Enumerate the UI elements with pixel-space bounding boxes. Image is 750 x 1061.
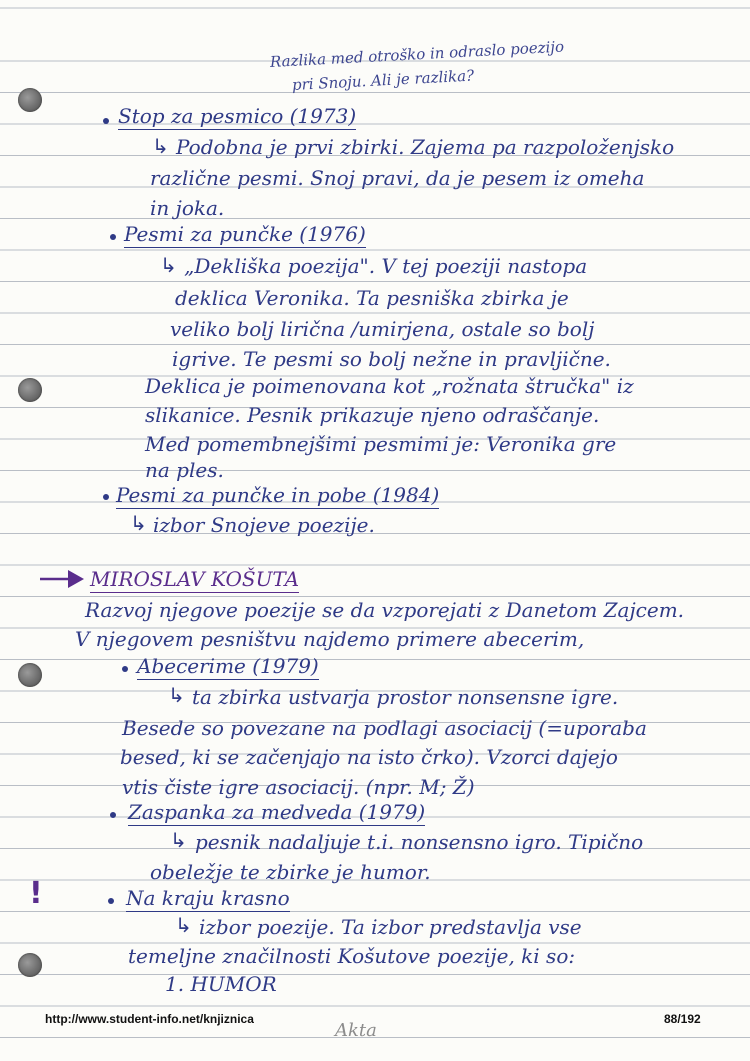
return-arrow-icon: ↳ xyxy=(175,913,192,937)
item3-text-line1: izbor Snojeve poezije. xyxy=(153,513,375,537)
return-arrow-icon: ↳ xyxy=(168,683,185,707)
item1-text-line3: in joka. xyxy=(150,196,225,220)
punch-hole xyxy=(18,663,42,687)
bullet-icon xyxy=(103,118,109,124)
kosuta-item3-text-line2: temeljne značilnosti Košutove poezije, ki so: xyxy=(128,944,576,968)
item1-text-line1: Podobna je prvi zbirki. Zajema pa razpoloženjsko xyxy=(176,135,675,159)
kosuta-item1-text-line2: Besede so povezane na podlagi asociacij (=uporaba xyxy=(122,716,647,740)
footer-logo: Akta xyxy=(335,1020,377,1041)
kosuta-item2-text-line1: pesnik nadaljuje t.i. nonsensno igro. Tipično xyxy=(195,830,644,854)
return-arrow-icon: ↳ xyxy=(160,253,177,277)
kosuta-intro-line1: Razvoj njegove poezije se da vzporejati z Danetom Zajcem. xyxy=(85,598,685,622)
kosuta-item2-text-line2: obeležje te zbirke je humor. xyxy=(150,860,431,884)
kosuta-item1-text-line3: besed, ki se začenjajo na isto črko). Vzorci dajejo xyxy=(120,745,618,769)
item-title-stop-za-pesmico: Stop za pesmico (1973) xyxy=(118,104,357,128)
footer-url: http://www.student-info.net/knjiznica xyxy=(45,1012,254,1026)
item2-text-line3: veliko bolj lirična /umirjena, ostale so bolj xyxy=(170,317,595,341)
return-arrow-icon: ↳ xyxy=(170,828,187,852)
item2-text-line5: Deklica je poimenovana kot „rožnata štručka" iz xyxy=(145,374,634,398)
item2-text-line2: deklica Veronika. Ta pesniška zbirka je xyxy=(175,286,569,310)
section-heading-kosuta: MIROSLAV KOŠUTA xyxy=(90,567,300,591)
item2-text-line4: igrive. Te pesmi so bolj nežne in pravljične. xyxy=(172,347,611,371)
item-title-pesmi-za-puncke: Pesmi za punčke (1976) xyxy=(124,222,366,246)
kosuta-item3-text-line3: 1. HUMOR xyxy=(165,972,277,996)
punch-hole xyxy=(18,953,42,977)
item2-text-line1: „Dekliška poezija". V tej poeziji nastopa xyxy=(184,254,588,278)
item-title-pesmi-za-puncke-in-pobe: Pesmi za punčke in pobe (1984) xyxy=(116,483,440,507)
punch-hole xyxy=(18,378,42,402)
header-note-line1: Razlika med otroško in odraslo poezijo xyxy=(269,37,565,71)
item1-text-line2: različne pesmi. Snoj pravi, da je pesem iz omeha xyxy=(150,166,645,190)
punch-hole xyxy=(18,88,42,112)
bullet-icon xyxy=(122,666,128,672)
bullet-icon xyxy=(103,494,109,500)
kosuta-intro-line2: V njegovem pesništvu najdemo primere abecerim, xyxy=(75,627,585,651)
page-number: 88/192 xyxy=(664,1012,701,1026)
bullet-icon xyxy=(108,898,114,904)
kosuta-item1-text-line1: ta zbirka ustvarja prostor nonsensne igre. xyxy=(192,685,619,709)
header-note-line2: pri Snoju. Ali je razlika? xyxy=(291,66,475,94)
bullet-icon xyxy=(110,812,116,818)
kosuta-item3-text-line1: izbor poezije. Ta izbor predstavlja vse xyxy=(199,915,582,939)
item-title-na-kraju-krasno: Na kraju krasno xyxy=(126,886,290,910)
item2-text-line8: na ples. xyxy=(145,458,224,482)
bullet-icon xyxy=(110,234,116,240)
item2-text-line6: slikanice. Pesnik prikazuje njeno odraščanje. xyxy=(145,403,600,427)
exclamation-icon: ! xyxy=(29,876,43,911)
item2-text-line7: Med pomembnejšimi pesmimi je: Veronika gre xyxy=(145,432,617,456)
item-title-zaspanka-za-medveda: Zaspanka za medveda (1979) xyxy=(128,800,426,824)
return-arrow-icon: ↳ xyxy=(152,134,169,158)
kosuta-item1-text-line4: vtis čiste igre asociacij. (npr. M; Ž) xyxy=(122,775,475,799)
right-arrow-icon xyxy=(38,568,86,590)
item-title-abecerime: Abecerime (1979) xyxy=(137,654,319,678)
return-arrow-icon: ↳ xyxy=(130,511,147,535)
